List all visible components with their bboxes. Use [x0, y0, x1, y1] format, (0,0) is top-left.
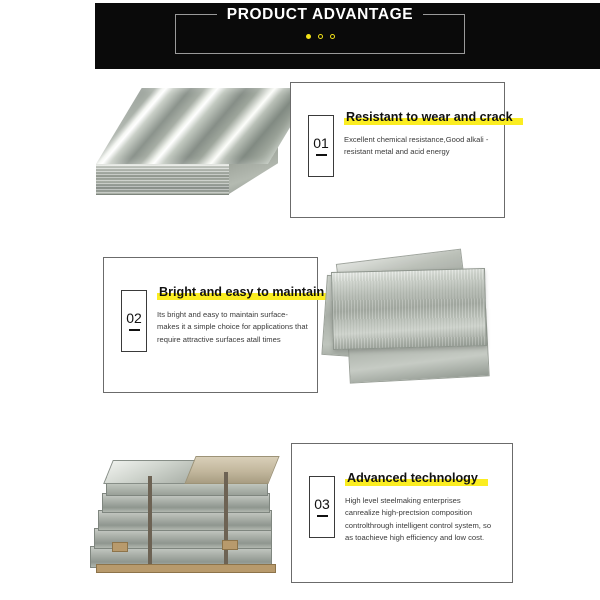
- advantage-number-underline-3: [317, 515, 328, 516]
- product-image-2: [318, 252, 496, 394]
- sheet-stack-top-surface: [96, 88, 314, 164]
- product-image-1: [88, 82, 278, 212]
- advantage-title-2: Bright and easy to maintain: [159, 285, 325, 299]
- advantage-number-box-2: [121, 290, 147, 352]
- advantage-number-2: 02: [126, 310, 142, 327]
- advantage-number-underline-1: [316, 154, 327, 155]
- advantage-title-3: Advanced technology: [347, 471, 478, 485]
- wooden-pallet-block-1: [112, 542, 128, 552]
- advantage-number-box-1: [308, 115, 334, 177]
- bundle-strap-2: [224, 472, 228, 568]
- advantage-number-3: 03: [314, 496, 330, 513]
- advantage-title-1: Resistant to wear and crack: [346, 110, 513, 124]
- wooden-pallet-base: [96, 564, 276, 573]
- advantage-title-wrap-2: [157, 285, 326, 300]
- advantage-body-3: [345, 469, 504, 545]
- wooden-pallet-block-2: [222, 540, 238, 550]
- advantage-description-3: High level steelmaking enterprises canrealize high-prectsion composition controlthrough intelligent control system, so as toachieve high efficiency and low cost.: [345, 496, 492, 543]
- advantage-number-1: 01: [313, 135, 329, 152]
- advantage-title-wrap-3: [345, 471, 480, 486]
- carousel-dots[interactable]: [175, 34, 465, 39]
- advantage-number-box-3: [309, 476, 335, 538]
- plate-bundle-4: [102, 493, 270, 513]
- advantage-card-3: [291, 443, 513, 583]
- brushed-finish-texture: [332, 269, 486, 349]
- bundle-paper-wrapping: [184, 456, 279, 484]
- advantage-body-1: [344, 108, 513, 159]
- advantage-description-1: Excellent chemical resistance,Good alkali - resistant metal and acid energy: [344, 135, 489, 157]
- bundle-strap-1: [148, 476, 152, 568]
- carousel-dot-2-icon[interactable]: [318, 34, 323, 39]
- banner-title-text: PRODUCT ADVANTAGE: [217, 6, 423, 23]
- advantage-title-wrap-1: [344, 110, 515, 125]
- advantage-body-2: [157, 283, 325, 346]
- product-advantage-banner: [95, 3, 600, 69]
- advantage-card-1: [290, 82, 513, 218]
- banner-title: [175, 6, 465, 23]
- advantage-card-2: [103, 257, 325, 393]
- sheet-stack-layer-lines: [96, 165, 229, 193]
- plate-bundle-3: [98, 510, 272, 531]
- carousel-dot-3-icon[interactable]: [330, 34, 335, 39]
- product-image-3: [72, 450, 282, 585]
- carousel-dot-1-icon[interactable]: [306, 34, 311, 39]
- advantage-number-underline-2: [129, 329, 140, 330]
- steel-plate-front: [331, 268, 487, 350]
- advantage-description-2: Its bright and easy to maintain surface-makes it a simple choice for applications that require attractive surfaces atall times: [157, 310, 308, 344]
